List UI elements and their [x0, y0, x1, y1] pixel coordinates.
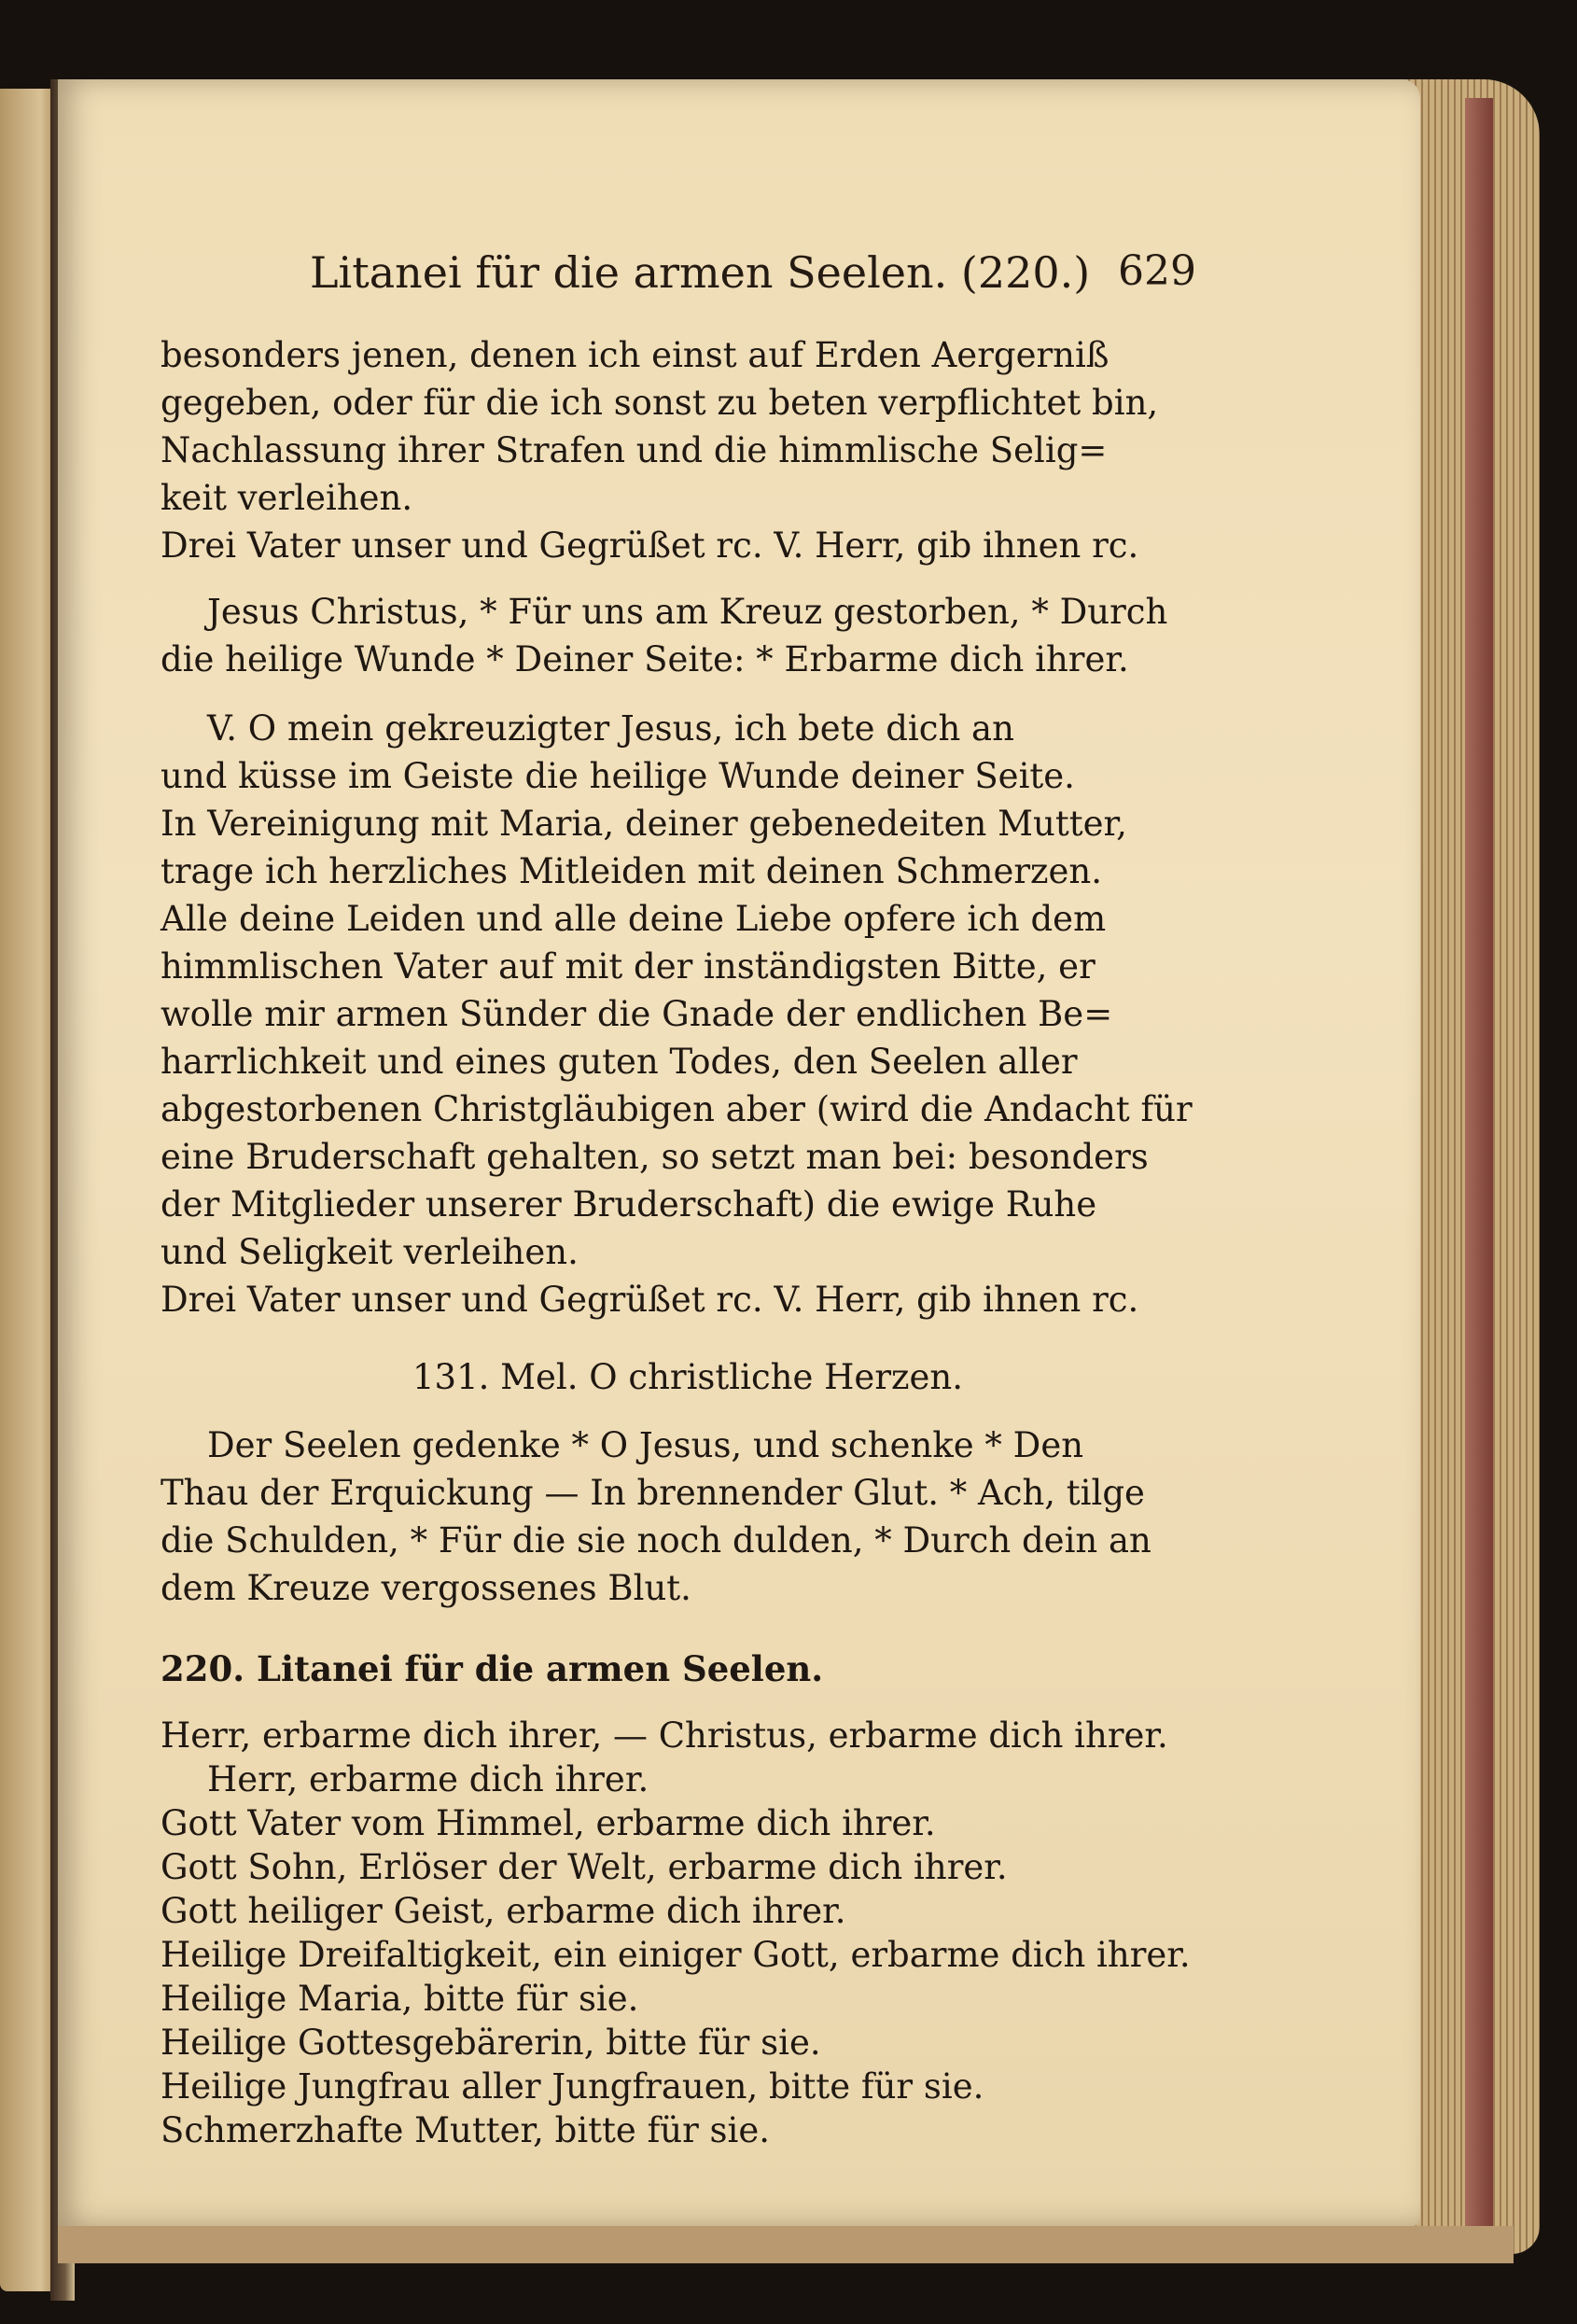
text-line: der Mitglieder unserer Bruderschaft) die ewige Ruhe [160, 1184, 1097, 1225]
text-line: In Vereinigung mit Maria, deiner gebenedeiten Mutter, [160, 804, 1127, 844]
bottom-edge [58, 2226, 1514, 2263]
text-line: gegeben, oder für die ich sonst zu beten verpflichtet bin, [160, 383, 1159, 423]
prayer-instruction: Drei Vater unser und Gegrüßet rc. V. Herr, gib ihnen rc. [160, 525, 1139, 566]
left-page-edge [0, 89, 58, 2291]
text-line: und Seligkeit verleihen. [160, 1232, 579, 1272]
running-head: Litanei für die armen Seelen. (220.) [310, 247, 1091, 298]
text-line: harrlichkeit und eines guten Todes, den Seelen aller [160, 1042, 1078, 1082]
litany-line: Schmerzhafte Mutter, bitte für sie. [160, 2110, 771, 2150]
litany-line: Heilige Gottesgebärerin, bitte für sie. [160, 2023, 821, 2063]
litany-line: Heilige Jungfrau aller Jungfrauen, bitte für sie. [160, 2066, 984, 2107]
hymn-line: Der Seelen gedenke * O Jesus, und schenke * Den [207, 1425, 1084, 1465]
paragraph-3 [160, 705, 1215, 1323]
litany-heading: 220. Litanei für die armen Seelen. [160, 1648, 824, 1689]
text-line: V. O mein gekreuzigter Jesus, ich bete dich an [207, 708, 1014, 749]
litany-section [160, 1647, 1215, 2152]
litany-line: Heilige Dreifaltigkeit, ein einiger Gott, erbarme dich ihrer. [160, 1935, 1191, 1975]
text-line: abgestorbenen Christgläubigen aber (wird die Andacht für [160, 1089, 1193, 1129]
litany-line: Herr, erbarme dich ihrer. [207, 1759, 649, 1799]
text-line: die heilige Wunde * Deiner Seite: * Erbarme dich ihrer. [160, 639, 1129, 679]
text-line: und küsse im Geiste die heilige Wunde deiner Seite. [160, 756, 1075, 796]
hymn-line: die Schulden, * Für die sie noch dulden, * Durch dein an [160, 1520, 1151, 1561]
text-line: eine Bruderschaft gehalten, so setzt man bei: besonders [160, 1137, 1149, 1177]
text-line: Alle deine Leiden und alle deine Liebe opfere ich dem [160, 899, 1107, 939]
litany-line: Gott Vater vom Himmel, erbarme dich ihrer. [160, 1803, 936, 1843]
hymn-heading: 131. Mel. O christliche Herzen. [412, 1357, 963, 1397]
hymn-line: Thau der Erquickung — In brennender Glut. * Ach, tilge [160, 1473, 1145, 1513]
page-header [310, 247, 1196, 313]
paragraph-1 [160, 331, 1215, 569]
litany-line: Gott Sohn, Erlöser der Welt, erbarme dich ihrer. [160, 1847, 1008, 1887]
paragraph-2 [160, 588, 1215, 683]
text-line: besonders jenen, denen ich einst auf Erden Aergerniß [160, 335, 1109, 375]
text-line: keit verleihen. [160, 478, 413, 518]
text-line: Jesus Christus, * Für uns am Kreuz gestorben, * Durch [207, 592, 1168, 632]
page-number: 629 [1118, 247, 1196, 295]
text-line: Nachlassung ihrer Strafen und die himmlische Selig= [160, 430, 1108, 470]
hymn-line: dem Kreuze vergossenes Blut. [160, 1568, 691, 1608]
text-line: himmlischen Vater auf mit der inständigsten Bitte, er [160, 946, 1096, 987]
red-page-edge [1465, 98, 1493, 2235]
litany-line: Heilige Maria, bitte für sie. [160, 1979, 639, 2019]
litany-line: Herr, erbarme dich ihrer, — Christus, erbarme dich ihrer. [160, 1715, 1168, 1756]
litany-line: Gott heiliger Geist, erbarme dich ihrer. [160, 1891, 846, 1931]
text-line: wolle mir armen Sünder die Gnade der endlichen Be= [160, 994, 1113, 1034]
prayer-instruction: Drei Vater unser und Gegrüßet rc. V. Herr, gib ihnen rc. [160, 1280, 1139, 1320]
book-page [58, 79, 1420, 2226]
text-line: trage ich herzliches Mitleiden mit deinen Schmerzen. [160, 851, 1103, 891]
hymn-section [160, 1353, 1215, 1612]
